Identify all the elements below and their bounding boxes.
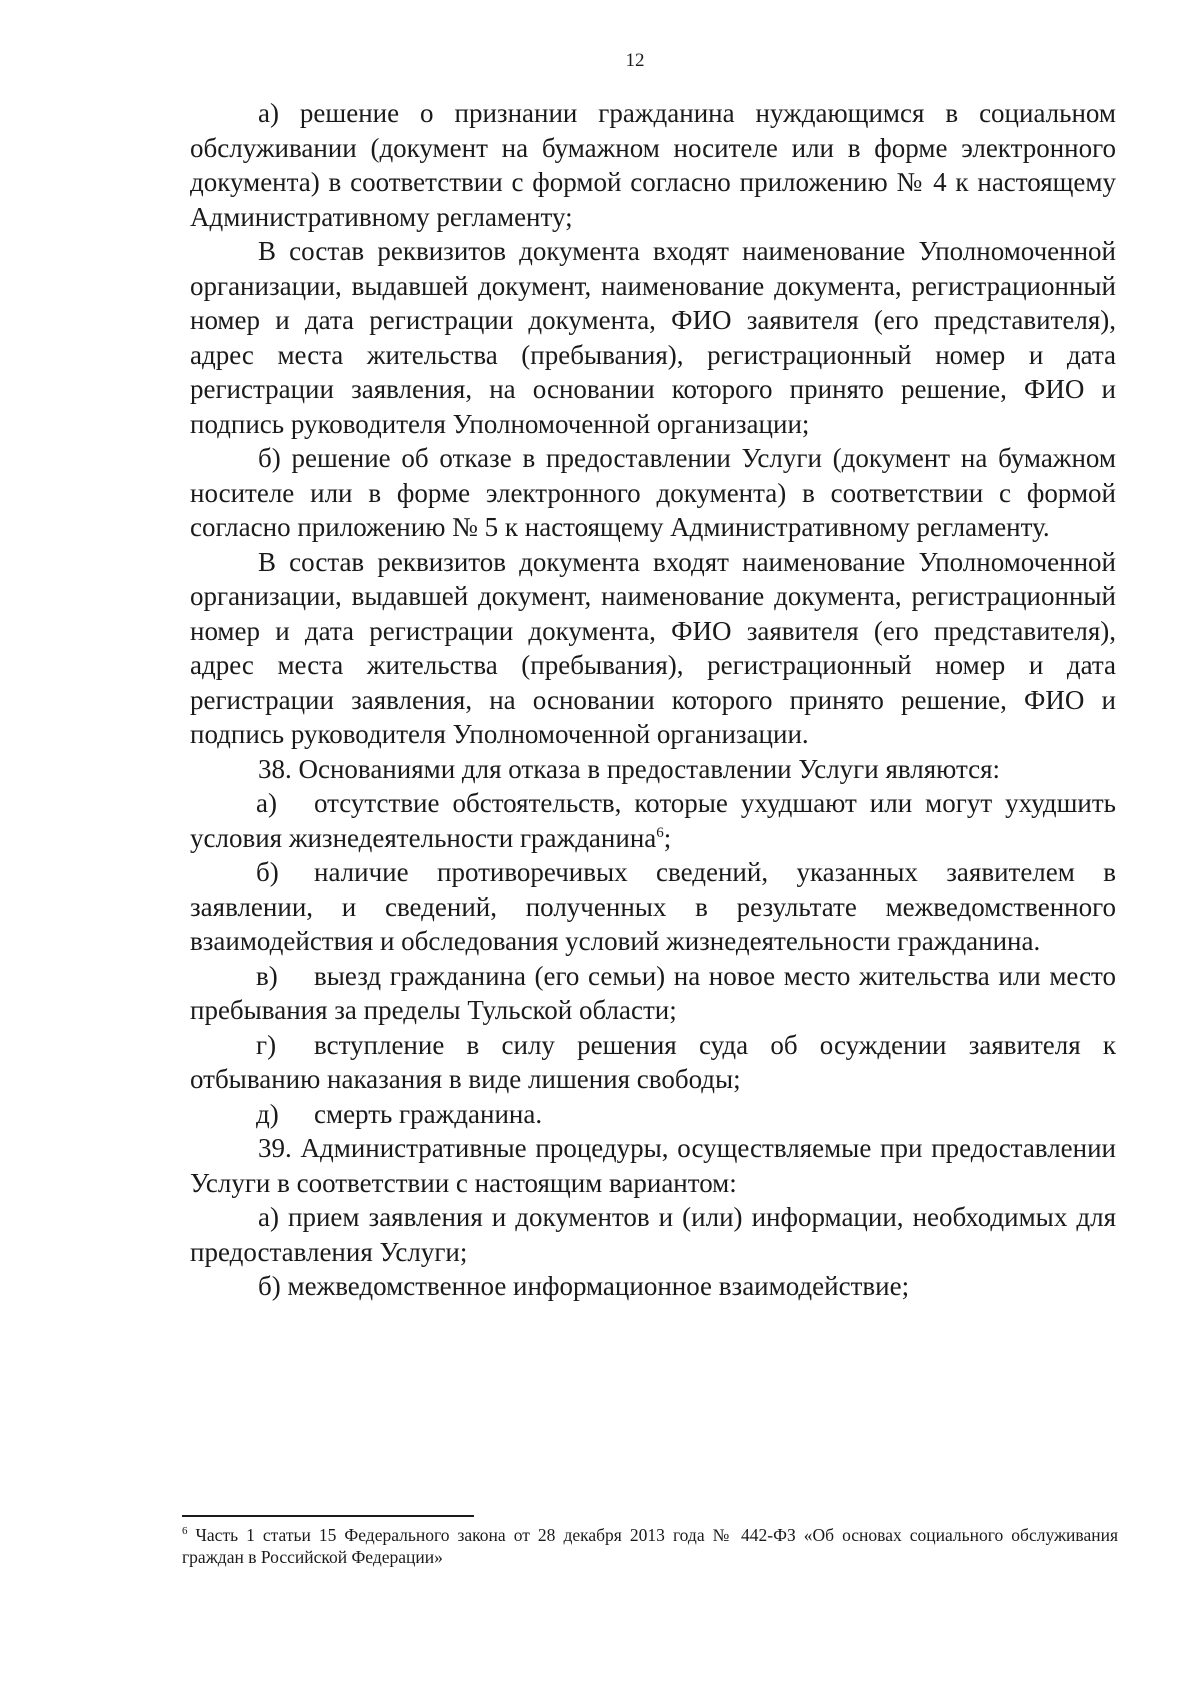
- document-body: [190, 96, 1116, 1304]
- paragraph-procedure-b: б) межведомственное информационное взаимодействие;: [258, 1271, 910, 1301]
- paragraph-39-heading: 39. Административные процедуры, осуществляемые при предоставлении Услуги в соответствии с настоящим вариантом:: [190, 1133, 1116, 1198]
- list-label: в): [256, 960, 278, 991]
- list-item-g: [190, 1028, 1116, 1097]
- paragraph-requisites-1: В состав реквизитов документа входят наименование Уполномоченной организации, выдавшей документ, наименование документа, регистрационный номер и дата регистрации документа, ФИО заявителя (его представителя), адрес места жительства (пребывания), регистрационный номер и дата регистрации заявления, на основании которого принято решение, ФИО и подпись руководителя Уполномоченной организации;: [190, 236, 1116, 439]
- list-item-text: отсутствие обстоятельств, которые ухудшают или могут ухудшить условия жизнедеятельности гражданина: [190, 788, 1116, 853]
- page-number: 12: [625, 50, 645, 71]
- list-label: б): [256, 857, 279, 887]
- list-item-v: [190, 959, 1116, 1028]
- paragraph-38-heading: 38. Основаниями для отказа в предоставлении Услуги являются:: [258, 753, 1001, 784]
- footnote-ref: 6: [656, 824, 664, 841]
- list-item-b: [190, 855, 1116, 959]
- list-item-text: вступление в силу решения суда об осуждении заявителя к отбыванию наказания в виде лишения свободы;: [190, 1029, 1116, 1094]
- footnote-separator: [182, 1515, 474, 1517]
- punctuation: ;: [663, 822, 672, 853]
- paragraph-procedure-a: а) прием заявления и документов и (или) информации, необходимых для предоставления Услуги;: [190, 1202, 1116, 1267]
- list-label: д): [256, 1098, 279, 1129]
- list-item-text: смерть гражданина.: [314, 1098, 543, 1129]
- list-label: г): [256, 1029, 277, 1060]
- list-item-d: [190, 1097, 1116, 1132]
- paragraph-requisites-2: В состав реквизитов документа входят наименование Уполномоченной организации, выдавшей документ, наименование документа, регистрационный номер и дата регистрации документа, ФИО заявителя (его представителя), адрес места жительства (пребывания), регистрационный номер и дата регистрации заявления, на основании которого принято решение, ФИО и подпись руководителя Уполномоченной организации.: [190, 546, 1116, 749]
- list-label: а): [256, 788, 277, 818]
- footnote-marker: 6: [182, 1525, 188, 1537]
- list-item-text: выезд гражданина (его семьи) на новое место жительства или место пребывания за пределы Тульской области;: [190, 960, 1116, 1025]
- paragraph-decision-recognition: а) решение о признании гражданина нуждающимся в социальном обслуживании (документ на бумажном носителе или в форме электронного документа) в соответствии с формой согласно приложению № 4 к настоящему Административному регламенту;: [190, 98, 1116, 232]
- list-item-text: наличие противоречивых сведений, указанных заявителем в заявлении, и сведений, полученных в результате межведомственного взаимодействия и обследования условий жизнедеятельности гражданина.: [190, 857, 1116, 956]
- paragraph-decision-refusal: б) решение об отказе в предоставлении Услуги (документ на бумажном носителе или в форме электронного документа) в соответствии с формой согласно приложению № 5 к настоящему Административному регламенту.: [190, 443, 1116, 542]
- footnote-text: Часть 1 статьи 15 Федерального закона от 28 декабря 2013 года № 442-ФЗ «Об основах социального обслуживания граждан в Российской Федерации»: [182, 1525, 1118, 1567]
- footnote: [182, 1524, 1118, 1568]
- list-item-a: [190, 786, 1116, 855]
